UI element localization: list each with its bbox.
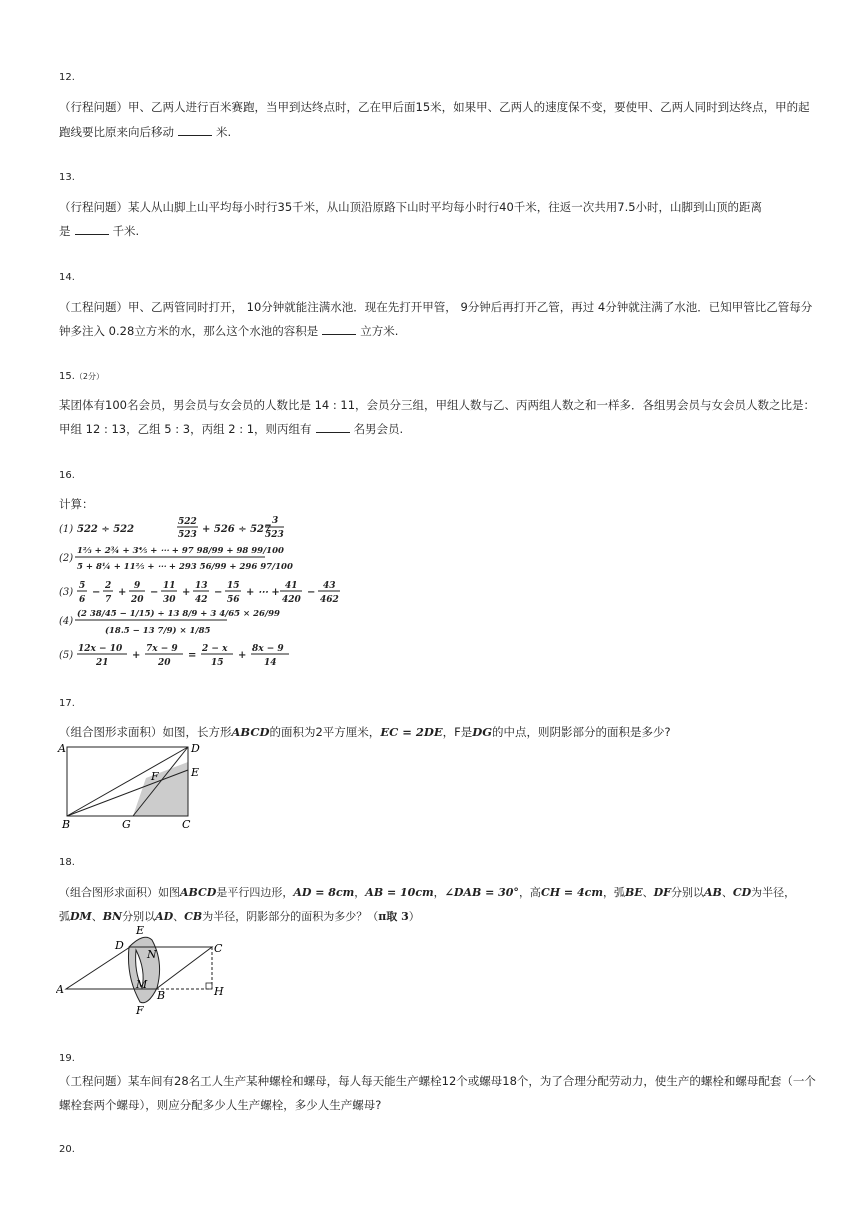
question-15-line2 <box>59 421 403 437</box>
q18-text-h: 分别以 <box>122 910 156 923</box>
part-5-expression <box>77 644 289 668</box>
q17-text-c: ，F是 <box>442 725 473 739</box>
answer-blank <box>75 224 109 235</box>
q18-df: DF <box>653 886 671 899</box>
part-3-label: (3) <box>59 587 74 598</box>
question-number-20: 20. <box>59 1144 75 1155</box>
part-2-denominator: 5 + 8¼ + 11⅖ + ⋯ + 293 56/99 + 296 97/100 <box>77 562 293 572</box>
label-h: H <box>214 985 224 998</box>
label-a: A <box>58 742 66 755</box>
question-17-line1 <box>59 724 671 740</box>
q18-ch: CH = 4cm <box>540 886 603 899</box>
fraction-denominator: 420 <box>282 595 301 605</box>
label-e: E <box>136 924 145 937</box>
question-16-intro: 计算： <box>59 497 94 511</box>
label-f: F <box>151 770 159 783</box>
question-13-line1: （行程问题）某人从山脚上山平均每小时行35千米，从山顶沿原路下山时平均每小时行40千米，往返一次共用7.5小时，山脚到山顶的距离 <box>59 200 763 214</box>
question-number-16: 16. <box>59 470 75 481</box>
question-12-line1: （行程问题）甲、乙两人进行百米赛跑，当甲到达终点时，乙在甲后面15米，如果甲、乙两人的速度保不变，要使甲、乙两人同时到达终点，甲的起 <box>59 100 810 114</box>
fraction-numerator: 2 <box>105 581 112 591</box>
part-1-frac2-num: 3 <box>272 516 279 526</box>
part-4-label: (4) <box>59 616 74 627</box>
fraction-denominator: 20 <box>158 658 171 668</box>
part-1-label: (1) <box>59 524 74 535</box>
question-score: （2分） <box>74 372 104 381</box>
question-19-line1: （工程问题）某车间有28名工人生产某种螺栓和螺母，每人每天能生产螺栓12个或螺母18个，为了合理分配劳动力，使生产的螺栓和螺母配套（一个 <box>59 1074 816 1088</box>
answer-blank <box>178 125 212 136</box>
q18-cd: CD <box>732 886 752 899</box>
question-15-text-b: 名男会员. <box>353 422 404 436</box>
fraction-numerator: 12x − 10 <box>78 644 123 654</box>
answer-blank <box>316 422 350 433</box>
question-14-text-b: 立方米. <box>360 324 399 338</box>
question-16-formulas <box>55 512 345 672</box>
q18-angle: ∠DAB = 30° <box>444 886 519 899</box>
question-18-line1: （组合图形求面积）如图ABCD是平行四边形，AD = 8cm，AB = 10cm，∠DAB = 30°，高CH = 4cm，弧BE、DF分别以AB、CD为半径， <box>59 886 796 899</box>
fraction-numerator: 9 <box>134 581 141 591</box>
fraction-denominator: 7 <box>105 595 112 605</box>
fraction-numerator: 2 − x <box>202 644 228 654</box>
operator: + <box>182 587 191 598</box>
operator: = <box>188 650 197 661</box>
q18-text-e: 分别以 <box>671 886 704 899</box>
fraction-denominator: 462 <box>320 595 339 605</box>
operator: − <box>92 587 101 598</box>
rectangle-diagram <box>56 740 206 832</box>
q18-ab2: AB <box>704 886 722 899</box>
part-1-frac-den: 523 <box>178 530 197 540</box>
part-2-numerator: 1⅔ + 2¾ + 3⅘ + ⋯ + 97 98/99 + 98 99/100 <box>77 546 284 556</box>
q18-ab: AB = 10cm <box>365 886 434 899</box>
parallelogram-diagram <box>56 922 236 1018</box>
question-14-line2 <box>59 323 398 339</box>
q17-text-a: （组合图形求面积）如图，长方形 <box>59 725 232 739</box>
part-2-label: (2) <box>59 553 74 564</box>
fraction-denominator: 15 <box>211 658 224 668</box>
question-15-line1: 某团体有100名会员，男会员与女会员的人数比是 14 : 11，会员分三组，甲组人数与乙、丙两组人数之和一样多．各组男会员与女会员人数之比是： <box>59 398 816 412</box>
q18-abcd: ABCD <box>180 886 217 899</box>
question-number-19: 19. <box>59 1053 75 1064</box>
q17-eq: EC = 2DE <box>380 725 443 739</box>
label-c: C <box>214 942 223 955</box>
question-number-13: 13. <box>59 172 75 183</box>
label-d: D <box>115 939 124 952</box>
q18-ad: AD = 8cm <box>293 886 355 899</box>
label-n: N <box>147 948 157 961</box>
question-number-17: 17. <box>59 698 75 709</box>
label-c: C <box>182 818 191 831</box>
q17-dg: DG <box>472 725 493 739</box>
right-angle-mark <box>206 983 212 989</box>
question-18-line2: 弧DM、BN分别以AD、CB为半径，阴影部分的面积为多少？（π取 3） <box>59 910 420 923</box>
q18-text-b: 是平行四边形， <box>216 886 294 899</box>
question-15-text-a: 甲组 12 : 13，乙组 5 : 3，丙组 2 : 1，则丙组有 <box>59 422 312 436</box>
fraction-numerator: 15 <box>227 581 240 591</box>
q18-cb: CB <box>184 910 203 923</box>
part-1-expr-a: 522 ÷ 522 <box>77 524 135 535</box>
operator: − <box>150 587 159 598</box>
part-1-frac-num: 522 <box>178 517 197 527</box>
fraction-numerator: 11 <box>163 581 176 591</box>
fraction-numerator: 5 <box>79 581 86 591</box>
operator: − <box>214 587 223 598</box>
fraction-numerator: 13 <box>195 581 208 591</box>
question-12-text-b: 米. <box>216 125 232 139</box>
question-13-line2 <box>59 223 139 239</box>
fraction-denominator: 14 <box>264 658 277 668</box>
q18-text-i: 为半径，阴影部分的面积为多少？（ <box>202 910 379 923</box>
question-number-text: 15. <box>59 371 75 382</box>
label-e: E <box>191 766 200 779</box>
label-d: D <box>191 742 200 755</box>
part-5-label: (5) <box>59 650 74 661</box>
part-1-expr-b: + 526 ÷ 527 <box>202 524 271 535</box>
part-4-denominator: (18.5 − 13 7/9) × 1/85 <box>105 626 211 636</box>
q18-text-f: 为半径， <box>751 886 796 899</box>
q18-bn: BN <box>102 910 123 923</box>
fraction-denominator: 56 <box>227 595 240 605</box>
label-a: A <box>56 983 64 996</box>
operator: + <box>118 587 127 598</box>
fraction-numerator: 8x − 9 <box>252 644 284 654</box>
fraction-numerator: 41 <box>285 581 298 591</box>
question-14-text-a: 钟多注入 0.28立方米的水，那么这个水池的容积是 <box>59 324 319 338</box>
part-3-expression <box>77 581 340 605</box>
q18-text-a: （组合图形求面积）如图 <box>59 886 180 899</box>
fraction-denominator: 21 <box>96 658 109 668</box>
fraction-numerator: 43 <box>323 581 336 591</box>
label-b: B <box>157 989 166 1002</box>
fraction-denominator: 42 <box>195 595 208 605</box>
operator: + ⋯ + <box>246 587 280 598</box>
q18-text-g: 弧 <box>59 910 70 923</box>
fraction-denominator: 20 <box>131 595 144 605</box>
label-b: B <box>62 818 71 831</box>
question-number-15 <box>59 371 104 382</box>
shaded-region <box>133 762 188 816</box>
q18-ad2: AD <box>155 910 174 923</box>
question-12-text-a: 跑线要比原来向后移动 <box>59 125 174 139</box>
question-number-14: 14. <box>59 272 75 283</box>
q17-text-d: 的中点，则阴影部分的面积是多少? <box>492 725 671 739</box>
operator: + <box>238 650 247 661</box>
q18-text-j: ） <box>408 910 420 923</box>
question-12-line2 <box>59 124 231 140</box>
part-4-numerator: (2 38/45 − 1/15) ÷ 13 8/9 + 3 4/65 × 26/99 <box>77 609 280 619</box>
part-1-frac2-den: 523 <box>265 530 284 540</box>
question-19-line2: 螺栓套两个螺母），则应分配多少人生产螺栓，多少人生产螺母? <box>59 1098 382 1112</box>
fraction-numerator: 7x − 9 <box>146 644 178 654</box>
answer-blank <box>322 324 356 335</box>
question-14-line1: （工程问题）甲、乙两管同时打开， 10分钟就能注满水池．现在先打开甲管， 9分钟后再打开乙管，再过 4分钟就注满了水池．已知甲管比乙管每分 <box>59 300 813 314</box>
question-13-text-b: 千米. <box>112 224 140 238</box>
q17-abcd: ABCD <box>231 725 270 739</box>
fraction-denominator: 6 <box>79 595 86 605</box>
q18-be: BE <box>624 886 643 899</box>
question-13-text-a: 是 <box>59 224 71 238</box>
q18-text-d: ，弧 <box>602 886 625 899</box>
operator: + <box>132 650 141 661</box>
operator: − <box>307 587 316 598</box>
q18-pi: π取 3 <box>378 910 409 923</box>
question-number-18: 18. <box>59 857 75 868</box>
q18-dm: DM <box>70 910 92 923</box>
fraction-denominator: 30 <box>163 595 176 605</box>
q17-text-b: 的面积为2平方厘米， <box>269 725 381 739</box>
label-g: G <box>122 818 131 831</box>
label-m: M <box>136 978 148 991</box>
label-f: F <box>136 1004 144 1017</box>
question-number-12: 12. <box>59 72 75 83</box>
q18-text-c: ，高 <box>518 886 541 899</box>
